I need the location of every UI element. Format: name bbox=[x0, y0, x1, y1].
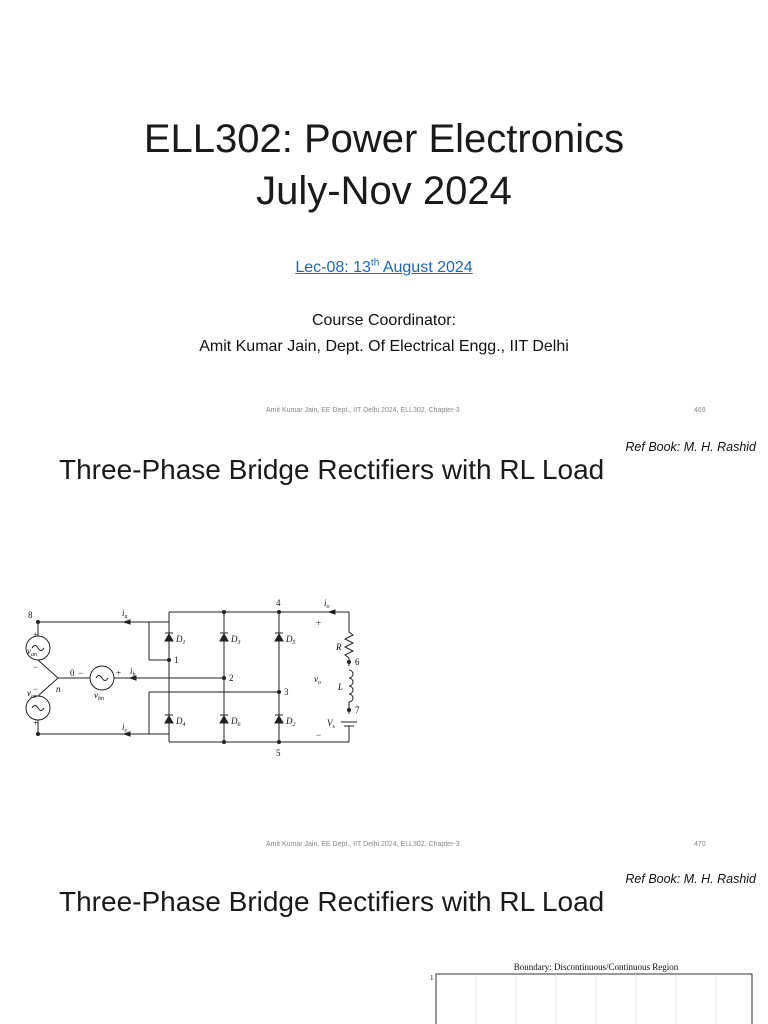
lecture-link-container bbox=[0, 258, 768, 277]
label-plus-an: + bbox=[33, 630, 39, 640]
lecture-link-prefix: Lec-08: 13 bbox=[295, 259, 371, 277]
label-van: v bbox=[27, 646, 31, 656]
coordinator-label: Course Coordinator: bbox=[311, 312, 457, 329]
label-d6-sub: 6 bbox=[237, 722, 241, 728]
label-d6: D bbox=[231, 716, 238, 726]
page-number: 470 bbox=[694, 841, 706, 848]
svg-text:D1 bbox=[175, 634, 186, 646]
slide-title: Three-Phase Bridge Rectifiers with RL Load bbox=[59, 454, 605, 485]
svg-text:io bbox=[324, 598, 330, 610]
rectifier-circuit-diagram bbox=[24, 592, 369, 762]
svg-text:D5 bbox=[285, 634, 296, 646]
label-node1: 1 bbox=[174, 655, 179, 665]
label-d1-sub: 1 bbox=[182, 640, 186, 646]
label-minus-an: − bbox=[33, 662, 39, 672]
lecture-link-sup: th bbox=[370, 258, 380, 269]
plot-frame bbox=[436, 974, 752, 1024]
label-ic-sub: c bbox=[124, 728, 128, 734]
label-d3-sub: 3 bbox=[237, 640, 241, 646]
svg-text:ib bbox=[130, 666, 136, 678]
label-d2: D bbox=[286, 716, 293, 726]
plot-title: Boundary: Discontinuous/Continuous Region bbox=[513, 962, 679, 972]
label-plus-bn: + bbox=[116, 668, 122, 678]
label-minus-bn: − bbox=[78, 668, 84, 678]
label-ic: i bbox=[122, 722, 125, 732]
label-node8: 8 bbox=[28, 610, 33, 620]
label-d5: D bbox=[286, 634, 293, 644]
label-node2: 2 bbox=[229, 673, 234, 683]
label-d1: D bbox=[176, 634, 183, 644]
label-node3: 3 bbox=[284, 687, 289, 697]
label-node-n: n bbox=[56, 684, 61, 694]
label-node7: 7 bbox=[355, 705, 360, 715]
label-minus-vo: − bbox=[316, 730, 322, 740]
svg-text:D4 bbox=[175, 716, 186, 728]
label-vcn: v bbox=[27, 688, 31, 698]
label-node5: 5 bbox=[276, 748, 281, 758]
label-vo: v bbox=[314, 674, 318, 684]
label-node4: 4 bbox=[276, 598, 281, 608]
ref-book: Ref Book: M. H. Rashid bbox=[625, 440, 756, 454]
label-d4-sub: 4 bbox=[182, 722, 186, 728]
label-io-sub: o bbox=[326, 604, 330, 610]
lecture-link-suffix: August 2024 bbox=[379, 259, 473, 277]
ref-book: Ref Book: M. H. Rashid bbox=[625, 872, 756, 886]
label-plus-cn: + bbox=[33, 718, 39, 728]
svg-text:Vs bbox=[327, 718, 336, 730]
label-vo-sub: o bbox=[318, 680, 321, 686]
slide-title: Three-Phase Bridge Rectifiers with RL Load bbox=[59, 886, 605, 917]
boundary-plot bbox=[420, 960, 760, 1024]
label-node0: 0 bbox=[70, 668, 75, 678]
svg-text:vo bbox=[314, 674, 321, 686]
lecture-link[interactable] bbox=[295, 259, 472, 276]
slide-470 bbox=[0, 432, 768, 864]
svg-text:ia bbox=[122, 608, 128, 620]
label-vcn-sub: cn bbox=[31, 694, 37, 700]
plot-ytick-top: 1 bbox=[430, 974, 434, 982]
course-title: ELL302: Power Electronics bbox=[143, 117, 625, 161]
svg-text:D6 bbox=[230, 716, 241, 728]
label-d3: D bbox=[231, 634, 238, 644]
label-vbn-sub: bn bbox=[98, 696, 104, 702]
label-ib-sub: b bbox=[132, 672, 136, 678]
footer-text: Amit Kumar Jain, EE Dept., IIT Delhi 2024, ELL302, Chapter-3 bbox=[266, 407, 460, 414]
label-plus-vo: + bbox=[316, 618, 322, 628]
svg-text:ic bbox=[122, 722, 128, 734]
coordinator-name: Amit Kumar Jain, Dept. Of Electrical Engg., IIT Delhi bbox=[199, 338, 569, 355]
label-ia: i bbox=[122, 608, 125, 618]
svg-text:vbn bbox=[94, 690, 104, 702]
label-vbn: v bbox=[94, 690, 98, 700]
label-r: R bbox=[336, 642, 342, 652]
label-node6: 6 bbox=[355, 657, 360, 667]
page-number: 469 bbox=[694, 407, 706, 414]
slide-471 bbox=[0, 864, 768, 1024]
label-ia-sub: a bbox=[124, 614, 128, 620]
label-d4: D bbox=[176, 716, 183, 726]
label-vs-sub: s bbox=[332, 724, 335, 730]
footer-text: Amit Kumar Jain, EE Dept., IIT Delhi 2024, ELL302, Chapter-3 bbox=[266, 841, 460, 848]
course-term: July-Nov 2024 bbox=[256, 169, 512, 213]
label-vs: V bbox=[327, 718, 333, 728]
svg-text:D2 bbox=[285, 716, 296, 728]
label-minus-cn: − bbox=[33, 684, 39, 694]
label-d5-sub: 5 bbox=[292, 640, 296, 646]
label-l: L bbox=[338, 682, 344, 692]
slide-469 bbox=[0, 0, 768, 432]
svg-text:D3 bbox=[230, 634, 241, 646]
label-io: i bbox=[324, 598, 327, 608]
label-van-sub: an bbox=[31, 652, 37, 658]
label-d2-sub: 2 bbox=[292, 722, 296, 728]
label-ib: i bbox=[130, 666, 133, 676]
